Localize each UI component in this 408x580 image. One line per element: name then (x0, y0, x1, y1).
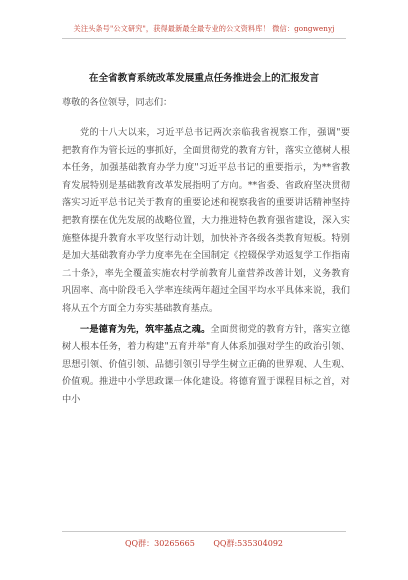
paragraph-2 (62, 321, 350, 409)
document-title: 在全省教育系统改革发展重点任务推进会上的汇报发言 (88, 73, 320, 84)
footer-qq-group-2: QQ群:535304092 (213, 539, 283, 548)
paragraph-1: 党的十八大以来，习近平总书记两次亲临我省视察工作，强调"要把教育作为管长远的事抓好，全面贯彻党的教育方针，落实立德树人根本任务，加强基础教育办学力度"习近平总书记的重要指示，为**省教育发展特别是基础教育改革发展指明了方向。**省委、省政府坚决贯彻落实习近平总书记关于教育的重要论述和视察我省的重要讲话精神坚持把教育摆在优先发展的战略位置，大力推进特色教育强省建设，深入实施整体提升教育水平攻坚行动计划，加快补齐各级各类教育短板。特别是加大基础教育办学力度率先在全国制定《控辍保学劝返复学工作指南二十条》，率先全覆盖实施农村学前教育儿童营养改善计划，义务教育巩固率、高中阶段毛入学率连续两年超过全国平均水平具体来说，我们将从五个方面全力夯实基础教育基点。 (62, 127, 350, 314)
salutation: 尊敬的各位领导，同志们： (62, 97, 173, 108)
paragraph-2-text: 全面贯彻党的教育方针，落实立德树人根本任务，着力构建"五育并举"育人体系加强对学生的政治引领、思想引领、价值引领、品德引领引导学生树立正确的世界观、人生观、价值观。推进中小学思政课一体化建设。将德育置于课程目标之首，对中小 (62, 323, 350, 405)
footer-qq-group-1: QQ群：30265665 (124, 539, 195, 548)
document-body (62, 124, 350, 412)
header-divider (62, 38, 346, 39)
footer (0, 538, 408, 549)
header-banner: 关注头条号"公文研究"，获得最新最全最专业的公文资料库！ 微信：gongwenyj (73, 24, 335, 33)
paragraph-2-lead: 一是德育为先，筑牢基点之魂。 (80, 323, 211, 335)
footer-divider (62, 531, 346, 532)
